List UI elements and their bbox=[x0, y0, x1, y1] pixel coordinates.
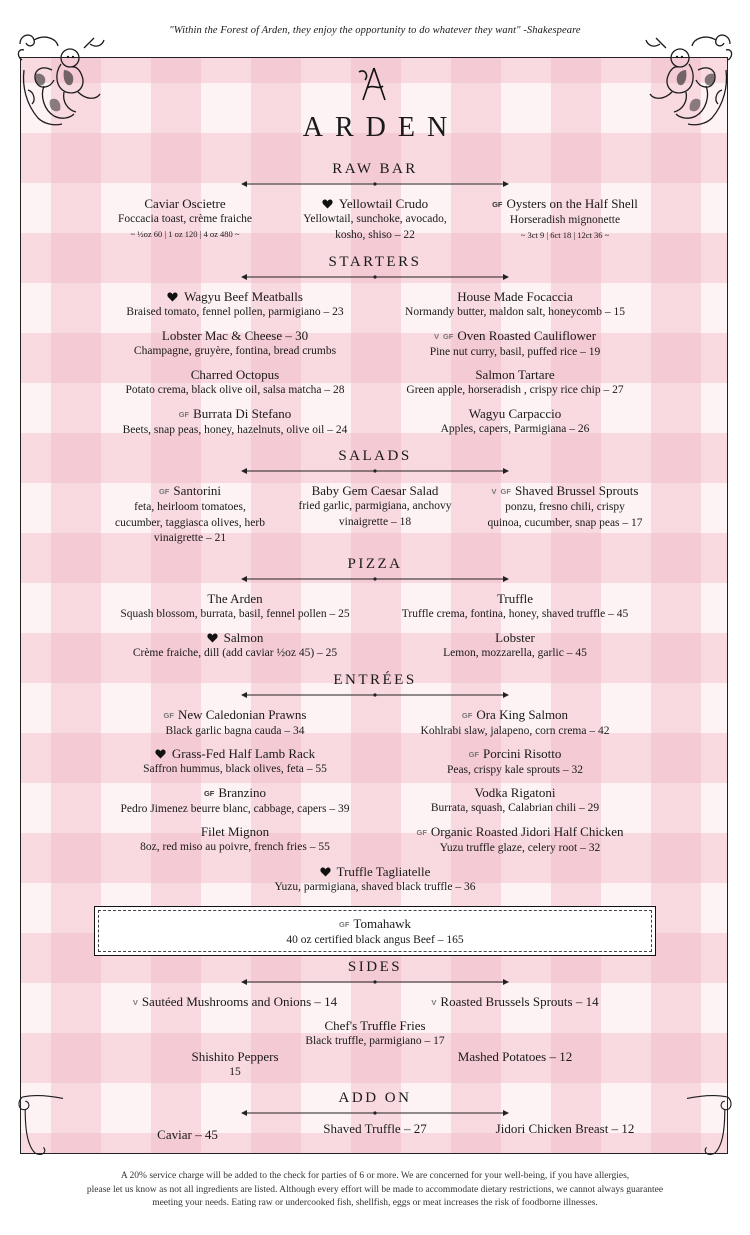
dietary-tag: V bbox=[132, 998, 138, 1007]
section-title-raw-bar: RAW BAR bbox=[332, 161, 418, 177]
item-detail: Champagne, gruyère, fontina, bread crumbs bbox=[133, 345, 337, 357]
item-detail: Burrata, squash, Calabrian chili – 29 bbox=[430, 802, 600, 814]
item-name: Chef's Truffle Fries bbox=[324, 1018, 426, 1033]
section-divider bbox=[241, 273, 509, 281]
brand-title: ARDEN bbox=[302, 112, 460, 143]
menu-item bbox=[90, 288, 380, 321]
section-title-salads: SALADS bbox=[338, 448, 412, 464]
section-divider bbox=[241, 180, 509, 188]
heart-icon bbox=[322, 199, 333, 209]
dietary-tag: GF bbox=[178, 410, 190, 419]
section-divider bbox=[241, 691, 509, 699]
item-name: Wagyu Carpaccio bbox=[468, 406, 562, 421]
item-detail: Saffron hummus, black olives, feta – 55 bbox=[143, 763, 327, 775]
menu-item bbox=[370, 288, 660, 321]
menu-item bbox=[370, 993, 660, 1011]
dietary-tag: GF bbox=[163, 711, 174, 720]
item-name: Baby Gem Caesar Salad bbox=[311, 483, 439, 498]
item-name: Branzino bbox=[218, 785, 267, 800]
featured-item bbox=[225, 915, 525, 949]
item-detail: vinaigrette – 18 bbox=[338, 515, 412, 528]
menu-item bbox=[150, 1048, 320, 1081]
item-detail: Black truffle, parmigiano – 17 bbox=[305, 1035, 445, 1047]
item-detail: Potato crema, black olive oil, salsa matcha – 28 bbox=[125, 384, 345, 396]
menu-item bbox=[225, 863, 525, 896]
menu-item bbox=[465, 195, 665, 241]
footer-disclaimer bbox=[40, 1170, 710, 1211]
item-name: Jidori Chicken Breast – 12 bbox=[495, 1121, 635, 1136]
menu-item bbox=[90, 327, 380, 360]
dietary-tag: GF bbox=[203, 789, 215, 798]
item-name: The Arden bbox=[207, 591, 263, 606]
dietary-tag: GF bbox=[416, 828, 427, 837]
menu-item bbox=[280, 482, 470, 530]
item-detail: kosho, shiso – 22 bbox=[335, 228, 415, 241]
item-name: New Caledonian Prawns bbox=[177, 707, 307, 722]
menu-item bbox=[370, 745, 660, 779]
item-name: Filet Mignon bbox=[200, 824, 270, 839]
dietary-tag: GF bbox=[158, 487, 170, 496]
item-detail: Yuzu, parmigiana, shaved black truffle – 36 bbox=[274, 881, 476, 893]
item-detail: Kohlrabi slaw, jalapeno, corn crema – 42 bbox=[420, 725, 610, 737]
item-detail: fried garlic, parmigiana, anchovy bbox=[298, 500, 452, 512]
item-name: Mashed Potatoes – 12 bbox=[457, 1049, 573, 1064]
menu-item bbox=[90, 745, 380, 778]
menu-item bbox=[225, 1017, 525, 1050]
item-name: Charred Octopus bbox=[190, 367, 280, 382]
item-detail: Yellowtail, sunchoke, avocado, bbox=[303, 213, 447, 225]
item-detail: Yuzu truffle glaze, celery root – 32 bbox=[439, 842, 601, 854]
item-name: Lobster bbox=[495, 630, 535, 645]
item-detail: Braised tomato, fennel pollen, parmigiano – 23 bbox=[126, 306, 344, 318]
item-name: Oven Roasted Cauliflower bbox=[457, 328, 597, 343]
menu-item bbox=[480, 1120, 650, 1137]
item-detail: 40 oz certified black angus Beef – 165 bbox=[286, 934, 464, 946]
menu-item bbox=[120, 1126, 255, 1143]
dietary-tag: GF bbox=[492, 200, 503, 209]
item-name: Grass-Fed Half Lamb Rack bbox=[171, 746, 316, 761]
menu-item bbox=[290, 1120, 460, 1137]
menu-item bbox=[465, 482, 665, 531]
item-detail: 8oz, red miso au poivre, french fries – 55 bbox=[140, 841, 330, 853]
item-name: Salmon bbox=[223, 630, 264, 645]
item-name: Ora King Salmon bbox=[476, 707, 569, 722]
item-name: Porcini Risotto bbox=[483, 746, 562, 761]
dietary-tag: GF bbox=[461, 711, 473, 720]
item-detail: Normandy butter, maldon salt, honeycomb – 15 bbox=[405, 306, 625, 318]
item-detail: Pine nut curry, basil, puffed rice – 19 bbox=[429, 346, 601, 358]
item-detail: Peas, crispy kale sprouts – 32 bbox=[446, 764, 584, 776]
section-divider bbox=[241, 1109, 509, 1117]
item-name: Vodka Rigatoni bbox=[474, 785, 556, 800]
heart-icon bbox=[207, 633, 218, 643]
item-name: Lobster Mac & Cheese – 30 bbox=[161, 328, 309, 343]
section-title-entrees: ENTRÉES bbox=[333, 672, 417, 688]
menu-item bbox=[90, 823, 380, 856]
item-name: Caviar Oscietre bbox=[144, 196, 226, 211]
item-name: Caviar – 45 bbox=[157, 1127, 218, 1142]
arden-monogram-logo bbox=[355, 66, 393, 102]
item-detail: Crème fraiche, dill (add caviar ½oz 45) – 25 bbox=[132, 647, 338, 659]
menu-item bbox=[370, 590, 660, 623]
heart-icon bbox=[155, 749, 166, 759]
item-name: Santorini bbox=[173, 483, 222, 498]
header-quote: "Within the Forest of Arden, they enjoy the opportunity to do whatever they want" -Shakespeare bbox=[169, 25, 581, 36]
item-detail: vinaigrette – 21 bbox=[153, 532, 227, 544]
item-name: House Made Focaccia bbox=[457, 289, 573, 304]
item-detail: Horseradish mignonette bbox=[509, 214, 621, 226]
disclaimer-line: meeting your needs. Eating raw or undercooked fish, shellfish, eggs or meat increases the risk of foodborne illnesses. bbox=[152, 1198, 598, 1208]
menu-item bbox=[90, 993, 380, 1011]
menu-item bbox=[90, 784, 380, 818]
menu-item bbox=[90, 195, 280, 240]
item-name: Shishito Peppers bbox=[191, 1049, 279, 1064]
item-name: Tomahawk bbox=[353, 916, 411, 931]
section-divider bbox=[241, 978, 509, 986]
item-detail: quinoa, cucumber, snap peas – 17 bbox=[487, 516, 643, 529]
menu-item bbox=[430, 1048, 600, 1065]
item-name: Shaved Truffle – 27 bbox=[323, 1121, 427, 1136]
dietary-tag: V bbox=[431, 998, 437, 1007]
section-title-pizza: PIZZA bbox=[347, 556, 403, 572]
heart-icon bbox=[320, 867, 331, 877]
menu-item bbox=[280, 195, 470, 243]
item-detail: Black garlic bagna cauda – 34 bbox=[165, 725, 305, 737]
item-name: Truffle bbox=[496, 591, 534, 606]
item-name: Oysters on the Half Shell bbox=[506, 196, 638, 211]
item-price: ~ ½oz 60 | 1 oz 120 | 4 oz 480 ~ bbox=[130, 228, 240, 239]
item-name: Truffle Tagliatelle bbox=[336, 864, 431, 879]
disclaimer-line: A 20% service charge will be added to the check for parties of 6 or more. We are concerned for your well-being, if you have allergies, bbox=[120, 1171, 630, 1181]
menu-item bbox=[370, 629, 660, 662]
menu-item bbox=[370, 327, 660, 361]
item-name: Wagyu Beef Meatballs bbox=[184, 289, 303, 304]
menu-item bbox=[95, 482, 285, 547]
menu-item bbox=[90, 706, 380, 740]
menu-item bbox=[90, 405, 380, 439]
dietary-tag: GF bbox=[442, 332, 454, 341]
section-title-starters: STARTERS bbox=[328, 254, 422, 270]
item-price: ~ 3ct 9 | 6ct 18 | 12ct 36 ~ bbox=[520, 229, 610, 240]
menu-item bbox=[90, 590, 380, 623]
item-detail: Truffle crema, fontina, honey, shaved truffle – 45 bbox=[401, 608, 629, 620]
item-detail: Beets, snap peas, honey, hazelnuts, olive oil – 24 bbox=[122, 424, 348, 436]
item-detail: Pedro Jimenez beurre blanc, cabbage, capers – 39 bbox=[120, 803, 350, 815]
menu-item bbox=[370, 366, 660, 399]
dietary-tag: V bbox=[433, 332, 439, 341]
item-name: Sautéed Mushrooms and Onions – 14 bbox=[141, 994, 338, 1009]
item-name: Salmon Tartare bbox=[475, 367, 555, 382]
section-divider bbox=[241, 467, 509, 475]
dietary-tag: V bbox=[491, 487, 497, 496]
dietary-tag: GF bbox=[500, 487, 511, 496]
section-divider bbox=[241, 575, 509, 583]
item-detail: Apples, capers, Parmigiana – 26 bbox=[440, 423, 590, 435]
item-detail: Foccacia toast, crème fraiche bbox=[117, 213, 253, 225]
item-name: Burrata Di Stefano bbox=[193, 406, 292, 421]
disclaimer-line: please let us know as not all ingredients are listed. Although every effort will be made to accommodate dietary restrictions, we cannot always guarantee bbox=[86, 1184, 664, 1195]
item-detail: ponzu, fresno chili, crispy bbox=[505, 501, 625, 513]
menu-item bbox=[90, 366, 380, 399]
section-title-add-on: ADD ON bbox=[338, 1090, 412, 1106]
item-name: Shaved Brussel Sprouts bbox=[514, 483, 639, 498]
item-name: Yellowtail Crudo bbox=[338, 196, 429, 211]
item-detail: Squash blossom, burrata, basil, fennel pollen – 25 bbox=[120, 608, 350, 620]
item-detail: feta, heirloom tomatoes, bbox=[134, 501, 246, 513]
menu-item bbox=[370, 784, 660, 817]
menu-item bbox=[90, 629, 380, 662]
item-detail: 15 bbox=[229, 1066, 241, 1078]
menu-item bbox=[370, 823, 670, 857]
dietary-tag: GF bbox=[339, 920, 350, 929]
menu-item bbox=[370, 405, 660, 438]
item-detail: cucumber, taggiasca olives, herb bbox=[115, 516, 265, 529]
item-detail: Green apple, horseradish , crispy rice chip – 27 bbox=[406, 384, 624, 396]
item-name: Roasted Brussels Sprouts – 14 bbox=[440, 994, 599, 1009]
item-name: Organic Roasted Jidori Half Chicken bbox=[430, 824, 624, 839]
section-title-sides: SIDES bbox=[347, 959, 403, 975]
item-detail: Lemon, mozzarella, garlic – 45 bbox=[443, 647, 587, 659]
heart-icon bbox=[167, 292, 178, 302]
menu-item bbox=[370, 706, 660, 740]
dietary-tag: GF bbox=[468, 750, 480, 759]
